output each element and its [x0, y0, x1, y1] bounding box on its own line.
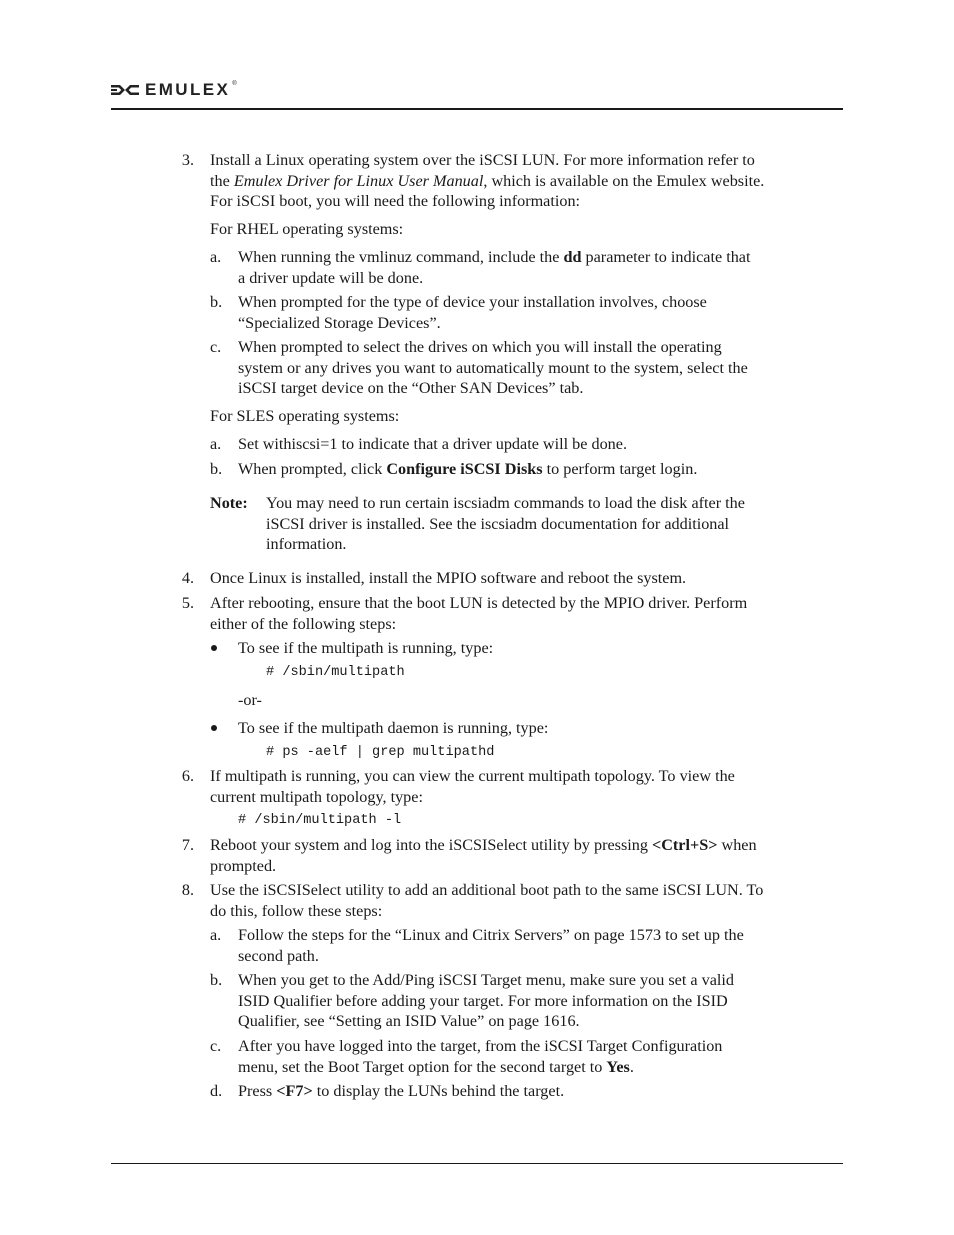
bullet-item: To see if the multipath daemon is running, type: — [238, 719, 549, 737]
substep-label: a. — [210, 926, 222, 944]
rhel-substep-a: When running the vmlinuz command, include the dd parameter to indicate that a driver update will be done. — [238, 248, 751, 287]
step-number: 5. — [181, 594, 194, 612]
emulex-logo — [111, 80, 241, 100]
substep-label: c. — [210, 1037, 222, 1055]
step-5-text: After rebooting, ensure that the boot LUN is detected by the MPIO driver. Perform either of the following steps: — [210, 594, 748, 633]
rhel-substep-b: When prompted for the type of device your installation involves, choose “Specialized Storage Devices”. — [238, 293, 707, 332]
step-number: 6. — [181, 767, 194, 785]
substep-label: b. — [210, 293, 223, 311]
step-3-text: Install a Linux operating system over the iSCSI LUN. For more information refer to the Emulex Driver for Linux User Manual, which is available on the Emulex website. For iSCSI boot, you will need the following information: — [210, 151, 765, 211]
substep-label: a. — [210, 435, 222, 453]
step-number: 7. — [181, 836, 194, 854]
step-8-substep-d: Press <F7> to display the LUNs behind the target. — [238, 1082, 565, 1100]
trademark-mark: ® — [232, 80, 237, 87]
step-6-text: If multipath is running, you can view the current multipath topology. To view the current multipath topology, type: — [210, 767, 735, 806]
step-8-text: Use the iSCSISelect utility to add an additional boot path to the same iSCSI LUN. To do this, follow these steps: — [210, 881, 764, 920]
bullet-item: To see if the multipath is running, type: — [238, 639, 494, 657]
step-number: 4. — [181, 569, 194, 587]
emulex-logo-icon — [111, 83, 139, 97]
note-label: Note: — [210, 494, 248, 512]
step-8-substep-c: After you have logged into the target, from the iSCSI Target Configuration menu, set the Boot Target option for the second target to Yes. — [238, 1037, 723, 1076]
bullet-icon — [211, 645, 217, 651]
code-command: # /sbin/multipath — [266, 665, 405, 680]
step-7-text: Reboot your system and log into the iSCSISelect utility by pressing <Ctrl+S> when prompted. — [210, 836, 757, 875]
substep-label: b. — [210, 971, 223, 989]
step-number: 8. — [181, 881, 194, 899]
code-command: # /sbin/multipath -l — [238, 813, 402, 828]
step-4-text: Once Linux is installed, install the MPIO software and reboot the system. — [210, 569, 687, 587]
manual-title: Emulex Driver for Linux User Manual — [233, 171, 484, 190]
note-text: You may need to run certain iscsiadm commands to load the disk after the iSCSI driver is installed. See the iscsiadm documentation for additional information. — [266, 494, 745, 554]
step-number: 3. — [181, 151, 194, 169]
substep-label: a. — [210, 248, 222, 266]
header-rule — [111, 108, 843, 110]
sles-heading: For SLES operating systems: — [210, 407, 400, 425]
sles-substep-b: When prompted, click Configure iSCSI Disks to perform target login. — [238, 460, 698, 478]
rhel-substep-c: When prompted to select the drives on which you will install the operating system or any drives you want to automatically mount to the system, select the iSCSI target device on the “Other SAN Devices” tab. — [238, 338, 748, 398]
substep-label: b. — [210, 460, 223, 478]
step-8-substep-a: Follow the steps for the “Linux and Citrix Servers” on page 1573 to set up the second path. — [238, 926, 744, 965]
step-8-substep-b: When you get to the Add/Ping iSCSI Target menu, make sure you set a valid ISID Qualifier before adding your target. For more information on the ISID Qualifier, see “Setting an ISID Value” on page 1616. — [238, 971, 734, 1031]
bullet-icon — [211, 725, 217, 731]
sles-substep-a: Set withiscsi=1 to indicate that a driver update will be done. — [238, 435, 627, 453]
logo-wordmark: EMULEX — [145, 79, 231, 99]
substep-label: d. — [210, 1082, 223, 1100]
footer-rule — [111, 1163, 843, 1164]
code-command: # ps -aelf | grep multipathd — [266, 745, 495, 760]
rhel-heading: For RHEL operating systems: — [210, 220, 404, 238]
substep-label: c. — [210, 338, 222, 356]
or-separator: -or- — [238, 691, 262, 709]
